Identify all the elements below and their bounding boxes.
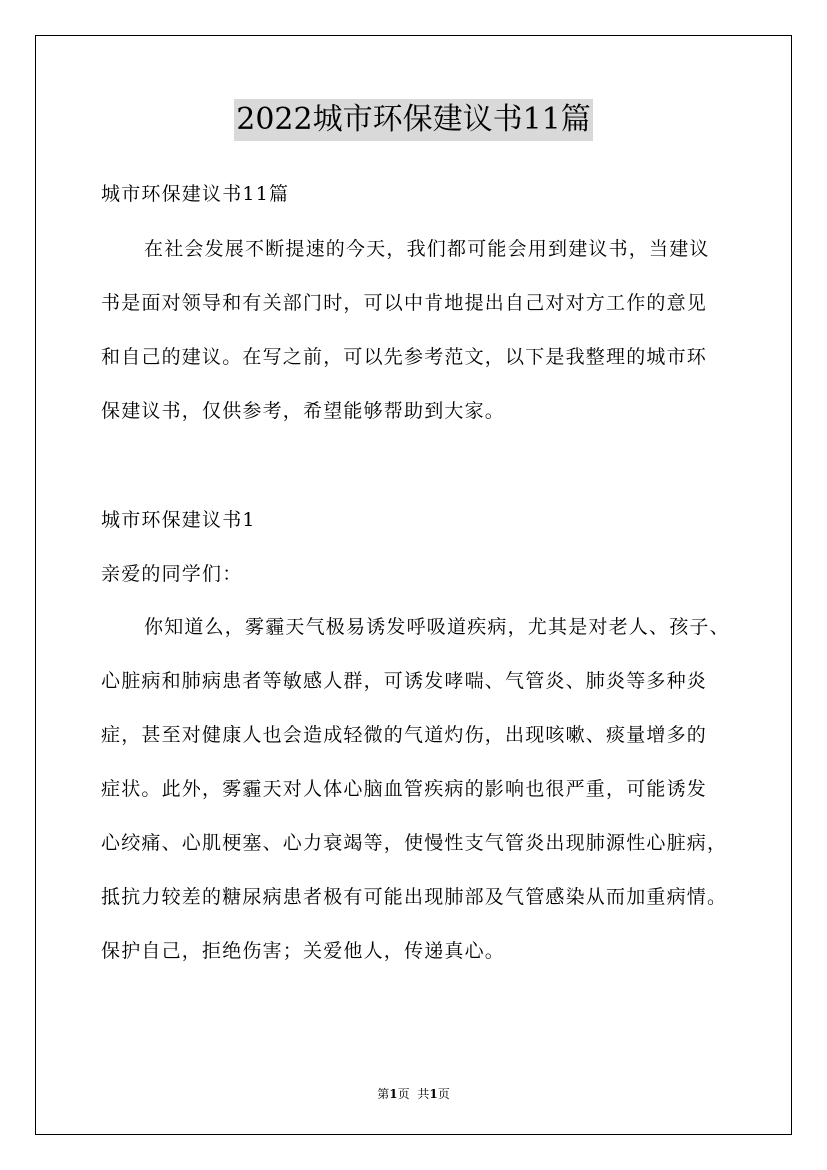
- page-total: 1: [429, 1087, 438, 1101]
- document-title-text: 2022城市环保建议书11篇: [234, 99, 593, 141]
- salutation: 亲爱的同学们：: [101, 563, 243, 585]
- page-footer: [0, 1085, 827, 1102]
- body-line: 心绞痛、心肌梗塞、心力衰竭等，使慢性支气管炎出现肺源性心脏病，: [101, 832, 728, 854]
- intro-line: 书是面对领导和有关部门时，可以中肯地提出自己对对方工作的意见: [101, 292, 708, 314]
- total-prefix: 共: [417, 1087, 430, 1101]
- body-line: 保护自己，拒绝伤害；关爱他人，传递真心。: [101, 940, 506, 962]
- total-suffix: 页: [437, 1087, 450, 1101]
- body-line: 抵抗力较差的糖尿病患者极有可能出现肺部及气管感染从而加重病情。: [101, 886, 728, 908]
- page-suffix: 页: [397, 1087, 410, 1101]
- intro-line: 和自己的建议。在写之前，可以先参考范文，以下是我整理的城市环: [101, 346, 708, 368]
- page-prefix: 第: [377, 1087, 390, 1101]
- section-heading: 城市环保建议书1: [101, 509, 256, 531]
- body-line: 你知道么，雾霾天气极易诱发呼吸道疾病，尤其是对老人、孩子、: [144, 616, 730, 638]
- body-line: 心脏病和肺病患者等敏感人群，可诱发哮喘、气管炎、肺炎等多种炎: [101, 670, 708, 692]
- intro-line: 在社会发展不断提速的今天，我们都可能会用到建议书，当建议: [144, 238, 710, 260]
- page-current: 1: [389, 1087, 398, 1101]
- document-title: [0, 99, 827, 141]
- document-subtitle: 城市环保建议书11篇: [101, 183, 290, 205]
- body-line: 症状。此外，雾霾天对人体心脑血管疾病的影响也很严重，可能诱发: [101, 778, 708, 800]
- body-line: 症，甚至对健康人也会造成轻微的气道灼伤，出现咳嗽、痰量增多的: [101, 724, 708, 746]
- intro-line: 保建议书，仅供参考，希望能够帮助到大家。: [101, 400, 506, 422]
